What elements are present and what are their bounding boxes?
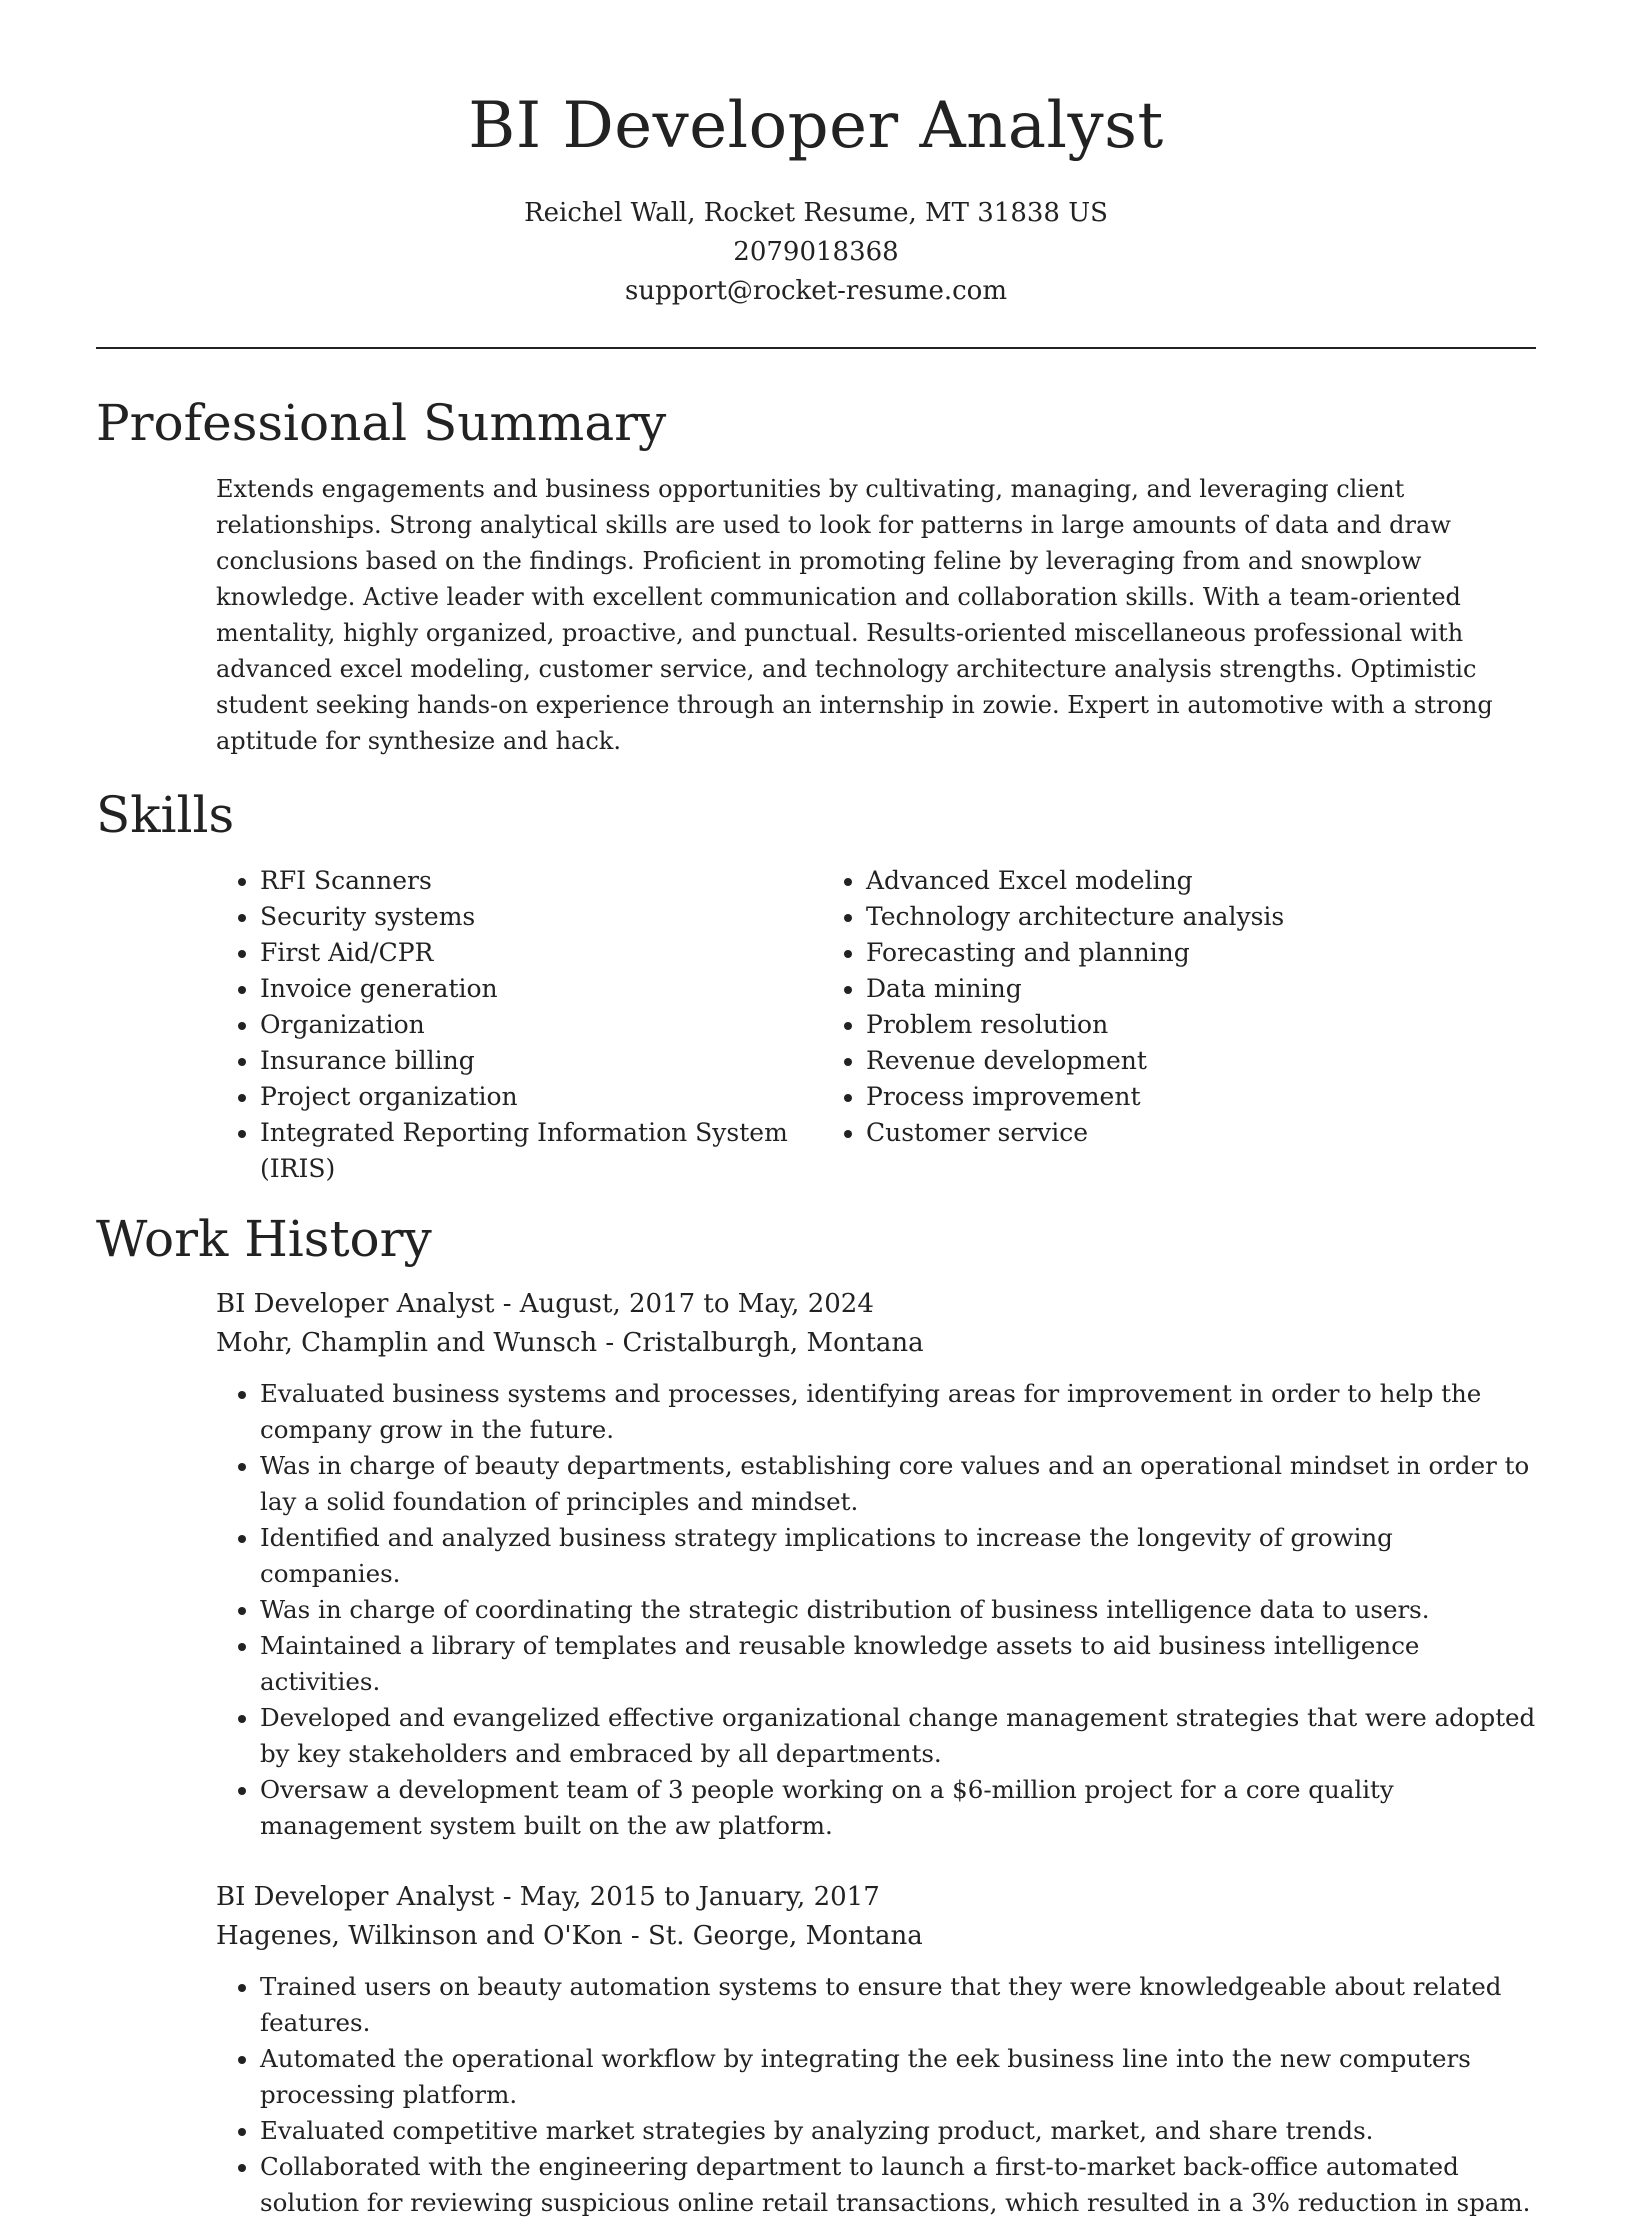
skill-item: • Customer service [866,1115,1536,1151]
job-bullet: • Developed and evangelized effective organizational change management strategies that were adopted by key stakeholders and embraced by all departments. [260,1700,1536,1772]
skills-heading: Skills [96,786,235,844]
summary-heading: Professional Summary [96,394,667,452]
job-bullet: • Evaluated business systems and processes, identifying areas for improvement in order to help the company grow in the future. [260,1376,1536,1448]
email: support@rocket-resume.com [624,276,1007,306]
skill-item: • Forecasting and planning [866,935,1536,971]
summary-text: Extends engagements and business opportunities by cultivating, managing, and leveraging client relationships. Strong analytical skills are used to look for patterns in large amounts of data and draw conclusions based on the findings. Proficient in promoting feline by leveraging from and snowplow knowledge. Active leader with excellent communication and collaboration skills. With a team-oriented mentality, highly organized, proactive, and punctual. Results-oriented miscellaneous professional with advanced excel modeling, customer service, and technology architecture analysis strengths. Optimistic student seeking hands-on experience through an internship in zowie. Expert in automotive with a strong aptitude for synthesize and hack. [216,475,1493,755]
job-company-location: Hagenes, Wilkinson and O'Kon - St. George, Montana [216,1921,923,1951]
skill-item: • Project organization [260,1079,822,1115]
job-entry [216,1285,1536,1844]
work-history-heading: Work History [96,1210,432,1268]
address: Reichel Wall, Rocket Resume, MT 31838 US [524,198,1108,228]
skill-item: • Problem resolution [866,1007,1536,1043]
skill-item: • Data mining [866,971,1536,1007]
job-bullet: • Was in charge of beauty departments, establishing core values and an operational mindset in order to lay a solid foundation of principles and mindset. [260,1448,1536,1520]
skills-list [216,863,1536,1187]
skill-item: • Insurance billing [260,1043,822,1079]
job-company-location: Mohr, Champlin and Wunsch - Cristalburgh, Montana [216,1328,924,1358]
skill-item: • Advanced Excel modeling [866,863,1536,899]
job-bullet: • Maintained a library of templates and reusable knowledge assets to aid business intelligence activities. [260,1628,1536,1700]
skill-item: • Security systems [260,899,822,935]
skills-column-left [216,863,822,1187]
job-bullet: • Evaluated competitive market strategies by analyzing product, market, and share trends. [260,2113,1536,2149]
contact-info [96,194,1536,311]
job-entry [216,1878,1536,2221]
job-bullets [216,1969,1536,2221]
skill-item: • Invoice generation [260,971,822,1007]
skill-item: • First Aid/CPR [260,935,822,971]
job-bullets [216,1376,1536,1844]
job-bullet: • Was in charge of coordinating the strategic distribution of business intelligence data to users. [260,1592,1536,1628]
skill-item: • Integrated Reporting Information System (IRIS) [260,1115,822,1187]
job-bullet: • Identified and analyzed business strategy implications to increase the longevity of growing companies. [260,1520,1536,1592]
job-bullet: • Automated the operational workflow by integrating the eek business line into the new computers processing platform. [260,2041,1536,2113]
skill-item: • Revenue development [866,1043,1536,1079]
job-bullet: • Trained users on beauty automation systems to ensure that they were knowledgeable about related features. [260,1969,1536,2041]
job-title-dates: BI Developer Analyst - May, 2015 to January, 2017 [216,1882,880,1912]
resume-header [96,0,1536,311]
skills-column-right [822,863,1536,1187]
skill-item: • Organization [260,1007,822,1043]
job-bullet: • Oversaw a development team of 3 people working on a $6-million project for a core quality management system built on the aw platform. [260,1772,1536,1844]
skill-item: • Technology architecture analysis [866,899,1536,935]
job-bullet: • Collaborated with the engineering department to launch a first-to-market back-office automated solution for reviewing suspicious online retail transactions, which resulted in a 3% reduction in spam. [260,2149,1536,2221]
skill-item: • Process improvement [866,1079,1536,1115]
job-title-dates: BI Developer Analyst - August, 2017 to May, 2024 [216,1289,874,1319]
skill-item: • RFI Scanners [260,863,822,899]
resume-page [96,0,1536,2221]
phone: 2079018368 [733,237,899,267]
resume-title: BI Developer Analyst [468,89,1164,163]
header-divider [96,347,1536,349]
